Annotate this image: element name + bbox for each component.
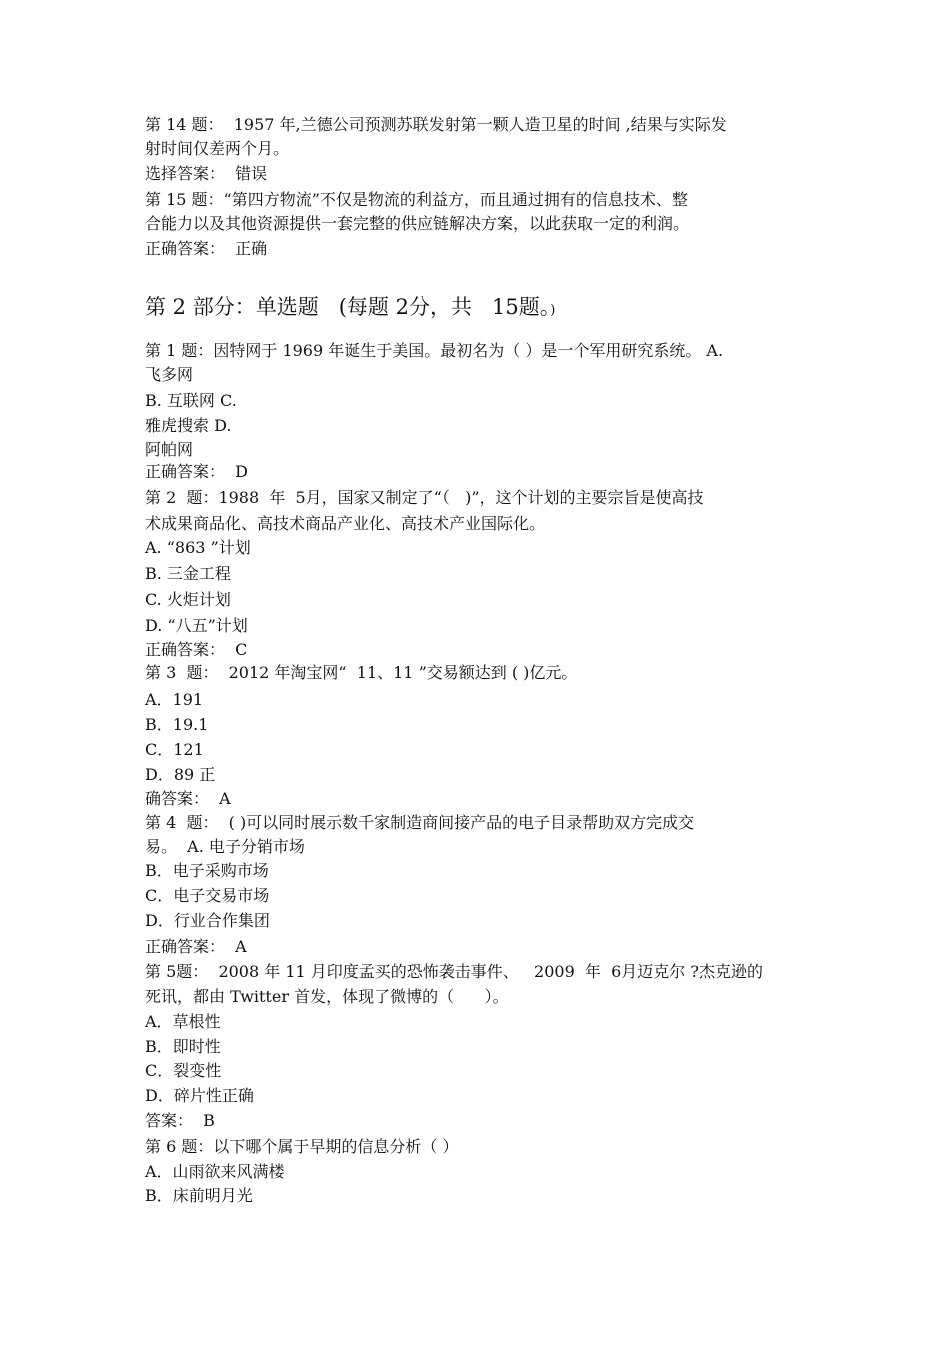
answer-line: 正确答案： A	[145, 937, 247, 956]
option-line: A．191	[145, 690, 204, 709]
question-line: 术成果商品化、高技术商品产业化、高技术产业国际化。	[145, 514, 546, 533]
question-line: 第 5题： 2008 年 11 月印度孟买的恐怖袭击事件、 2009 年 6月迈克尔 ?杰克逊的	[145, 962, 763, 981]
question-line: 易。 A. 电子分销市场	[145, 837, 305, 856]
question-15-line-1: 第 15 题：“第四方物流”不仅是物流的利益方，而且通过拥有的信息技术、整	[145, 190, 688, 209]
option-line: B．19.1	[145, 715, 209, 734]
option-line: A．草根性	[145, 1012, 221, 1031]
question-line: 第 4 题： ( )可以同时展示数千家制造商间接产品的电子目录帮助双方完成交	[145, 813, 695, 832]
question-14-answer: 选择答案： 错误	[145, 164, 268, 183]
question-line: 飞多网	[145, 365, 194, 384]
option-line: B．电子采购市场	[145, 861, 269, 880]
question-line: 第 1 题：因特网于 1969 年诞生于美国。最初名为（ ）是一个军用研究系统。 A.	[145, 341, 724, 360]
option-line: D．89 正	[145, 765, 216, 784]
section-heading-paren: )	[550, 303, 556, 318]
question-15-line-2: 合能力以及其他资源提供一套完整的供应链解决方案，以此获取一定的利润。	[145, 214, 690, 233]
question-14-line-2: 射时间仅差两个月。	[145, 139, 290, 158]
answer-line: 答案： B	[145, 1111, 215, 1130]
section-heading	[145, 293, 555, 325]
question-line: B. 互联网 C.	[145, 391, 237, 410]
option-line: C. 火炬计划	[145, 590, 231, 609]
option-line: D．碎片性正确	[145, 1086, 254, 1105]
option-line: D．行业合作集团	[145, 911, 270, 930]
question-14-line-1: 第 14 题： 1957 年,兰德公司预测苏联发射第一颗人造卫星的时间 ,结果与实际发	[145, 115, 727, 134]
question-15-answer: 正确答案： 正确	[145, 239, 268, 258]
option-line: C．裂变性	[145, 1061, 222, 1080]
question-line: 第 2 题：1988 年 5月，国家又制定了“（ )”，这个计划的主要宗旨是使高技	[145, 488, 704, 507]
answer-line: 正确答案： C	[145, 640, 248, 659]
option-line: B．床前明月光	[145, 1186, 253, 1205]
option-line: D. “八五”计划	[145, 616, 248, 635]
question-line: 雅虎搜索 D.	[145, 416, 232, 435]
option-line: B．即时性	[145, 1037, 221, 1056]
question-line: 死讯，都由 Twitter 首发，体现了微博的（ ）。	[145, 987, 509, 1006]
option-line: C．电子交易市场	[145, 886, 270, 905]
option-line: A．山雨欲来风满楼	[145, 1162, 285, 1181]
answer-line: 正确答案： D	[145, 462, 249, 481]
question-line: 第 6 题：以下哪个属于早期的信息分析（ ）	[145, 1137, 459, 1156]
option-line: C．121	[145, 740, 204, 759]
answer-line: 确答案： A	[145, 789, 231, 808]
option-line: B. 三金工程	[145, 564, 231, 583]
option-line: A. “863 ”计划	[145, 538, 251, 557]
question-line: 阿帕网	[145, 440, 194, 459]
question-line: 第 3 题： 2012 年淘宝网“ 11、11 ”交易额达到 ( )亿元。	[145, 663, 578, 682]
section-heading-text: 第 2 部分：单选题 (每题 2分，共 15题。	[145, 295, 551, 319]
